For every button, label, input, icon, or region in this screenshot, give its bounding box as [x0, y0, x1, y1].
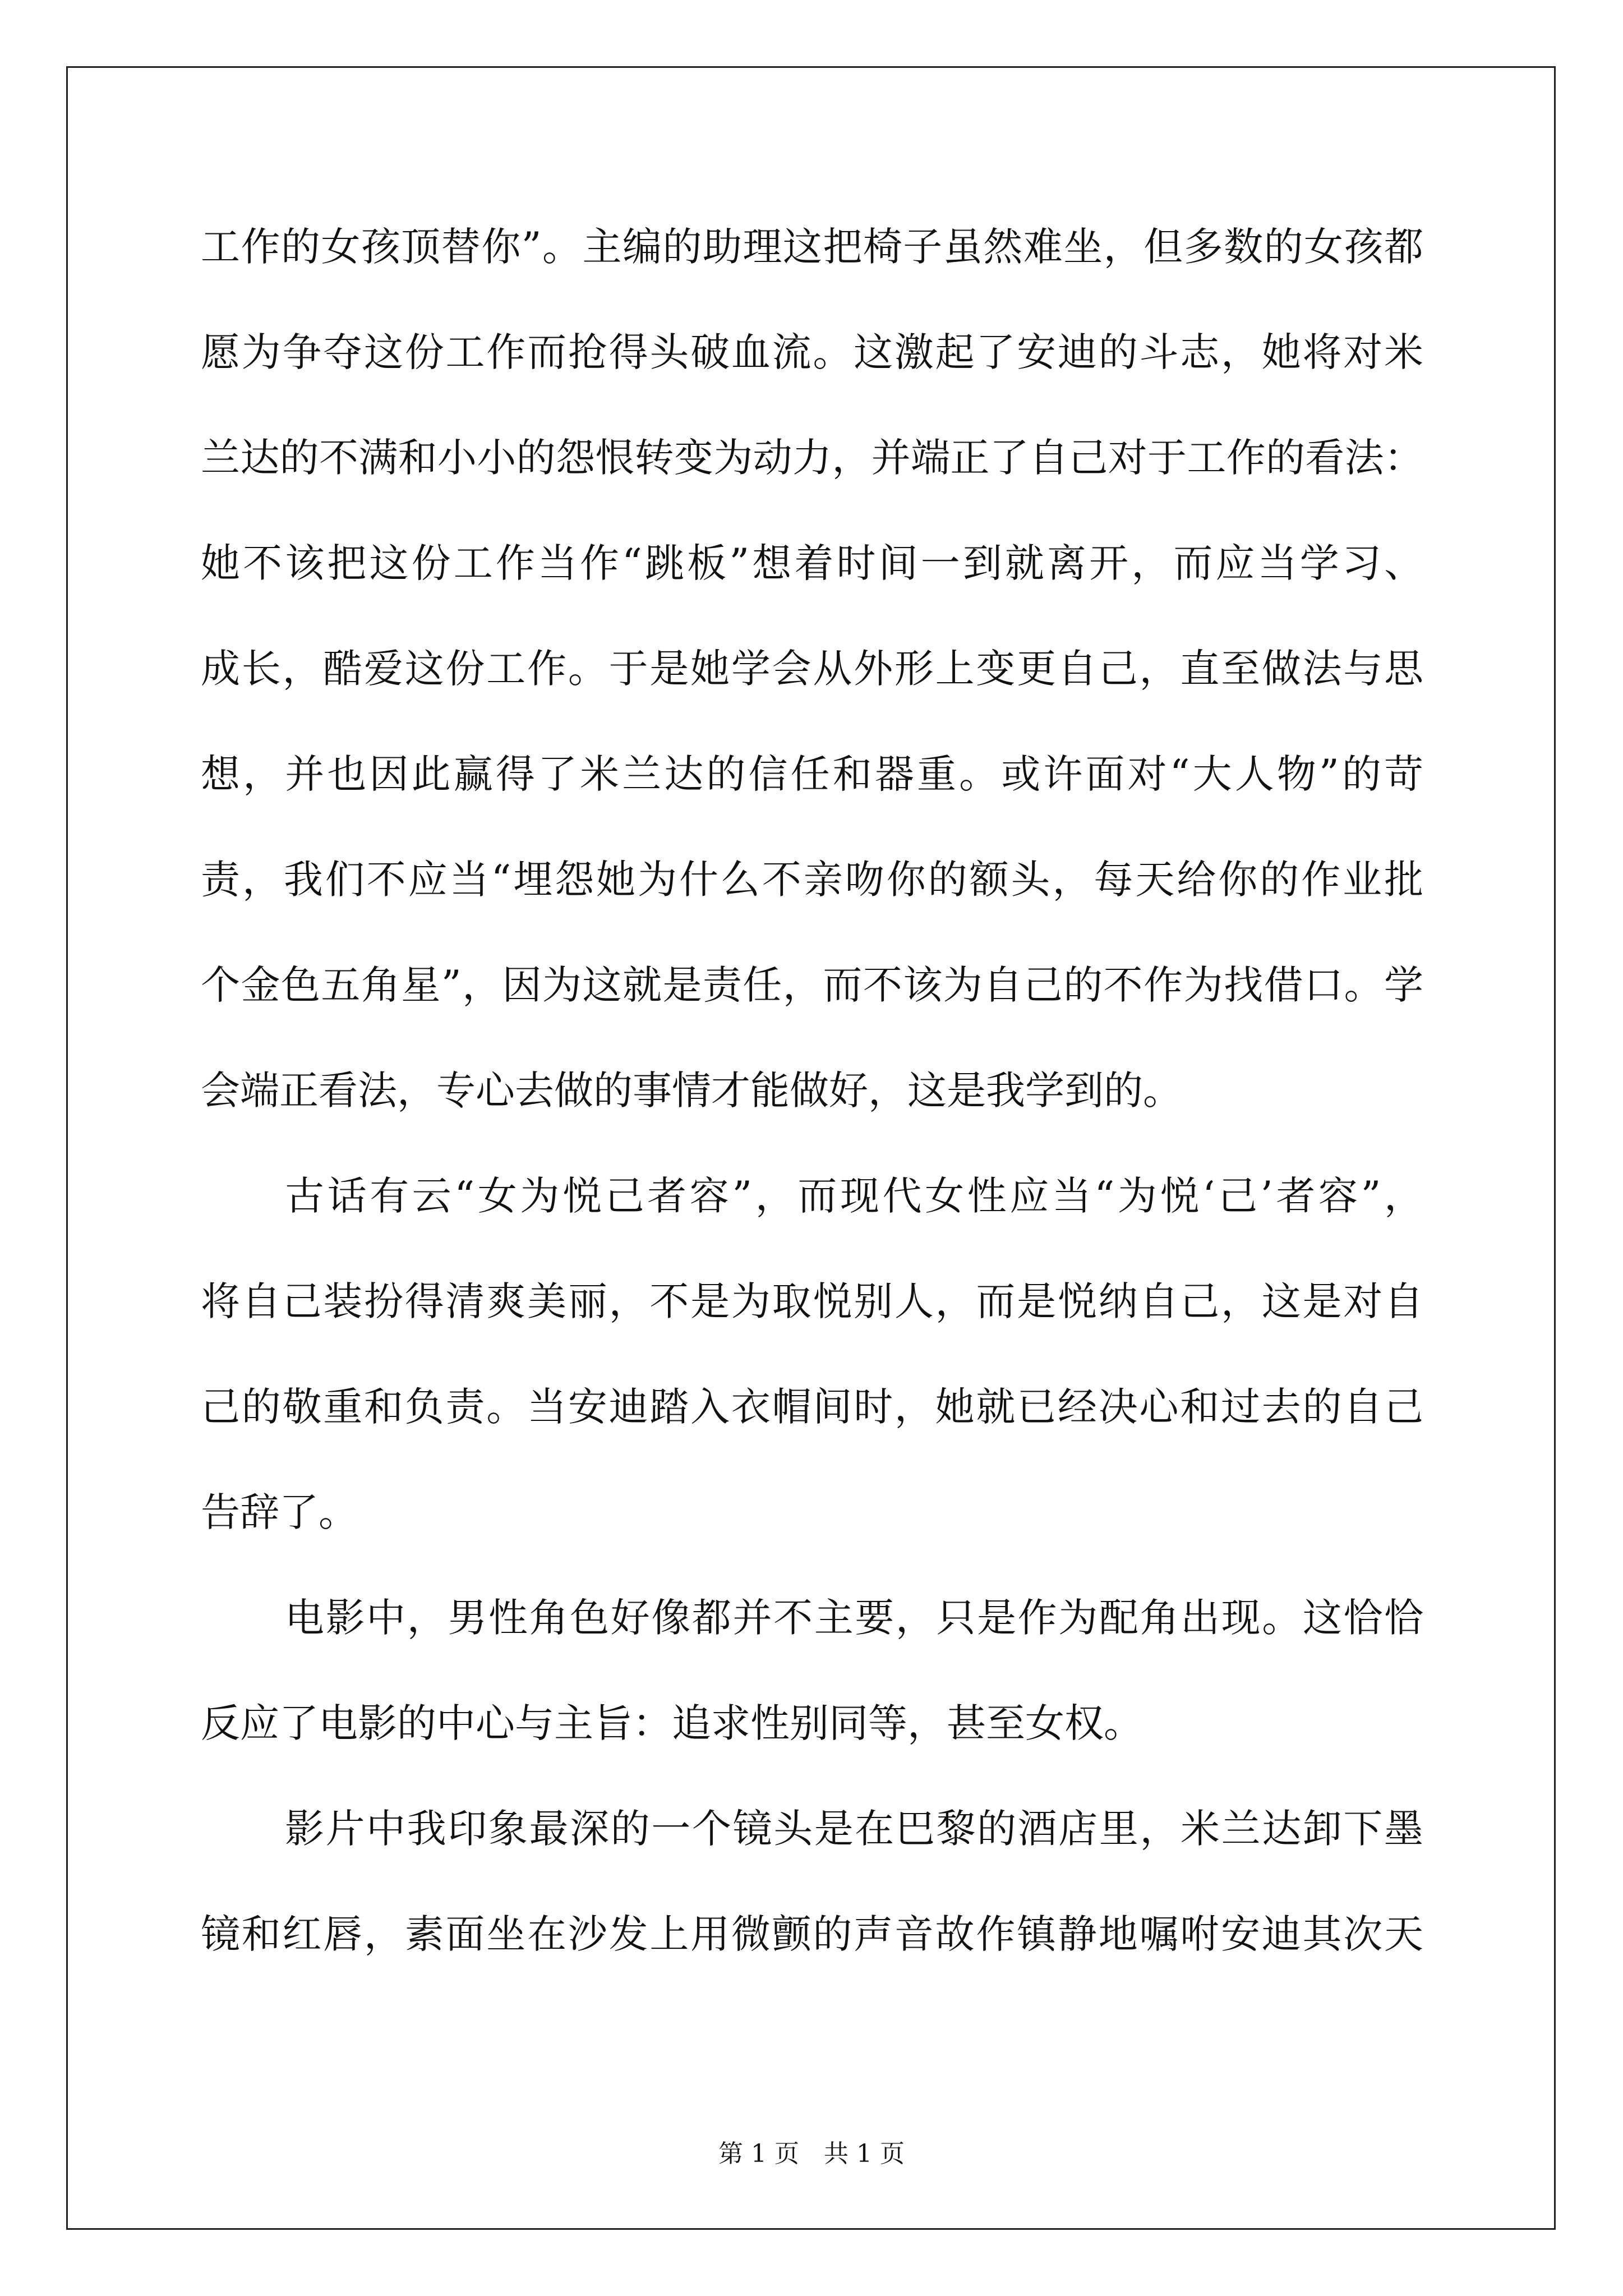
text-line: 愿为争夺这份工作而抢得头破血流。这激起了安迪的斗志，她将对米 [201, 329, 1423, 375]
text-line: 成长，酷爱这份工作。于是她学会从外形上变更自己，直至做法与思 [201, 646, 1423, 692]
paragraph-start-line: 电影中，男性角色好像都并不主要，只是作为配角出现。这恰恰 [285, 1595, 1423, 1641]
text-line: 兰达的不满和小小的怨恨转变为动力，并端正了自己对于工作的看法： [201, 435, 1423, 481]
text-line: 会端正看法，专心去做的事情才能做好，这是我学到的。 [201, 1068, 1182, 1114]
text-line: 想，并也因此赢得了米兰达的信任和器重。或许面对“大人物”的苛 [201, 751, 1423, 797]
page-number-footer: 第 1 页 共 1 页 [718, 2139, 905, 2168]
document-body [201, 216, 1423, 2009]
text-line: 告辞了。 [201, 1489, 358, 1535]
text-line: 责，我们不应当“埋怨她为什么不亲吻你的额头，每天给你的作业批 [201, 857, 1423, 903]
text-line: 个金色五角星”，因为这就是责任，而不该为自己的不作为找借口。学 [201, 962, 1423, 1008]
text-line: 反应了电影的中心与主旨：追求性别同等，甚至女权。 [201, 1700, 1143, 1746]
text-line: 她不该把这份工作当作“跳板”想着时间一到就离开，而应当学习、 [201, 540, 1423, 586]
text-line: 工作的女孩顶替你”。主编的助理这把椅子虽然难坐，但多数的女孩都 [201, 224, 1423, 270]
text-line: 镜和红唇，素面坐在沙发上用微颤的声音故作镇静地嘱咐安迪其次天 [201, 1911, 1423, 1957]
text-line: 己的敬重和负责。当安迪踏入衣帽间时，她就已经决心和过去的自己 [201, 1384, 1423, 1430]
paragraph-start-line: 影片中我印象最深的一个镜头是在巴黎的酒店里，米兰达卸下墨 [285, 1806, 1423, 1852]
paragraph-start-line: 古话有云“女为悦己者容”，而现代女性应当“为悦‘己’者容”， [285, 1173, 1423, 1219]
text-line: 将自己装扮得清爽美丽，不是为取悦别人，而是悦纳自己，这是对自 [201, 1278, 1423, 1324]
